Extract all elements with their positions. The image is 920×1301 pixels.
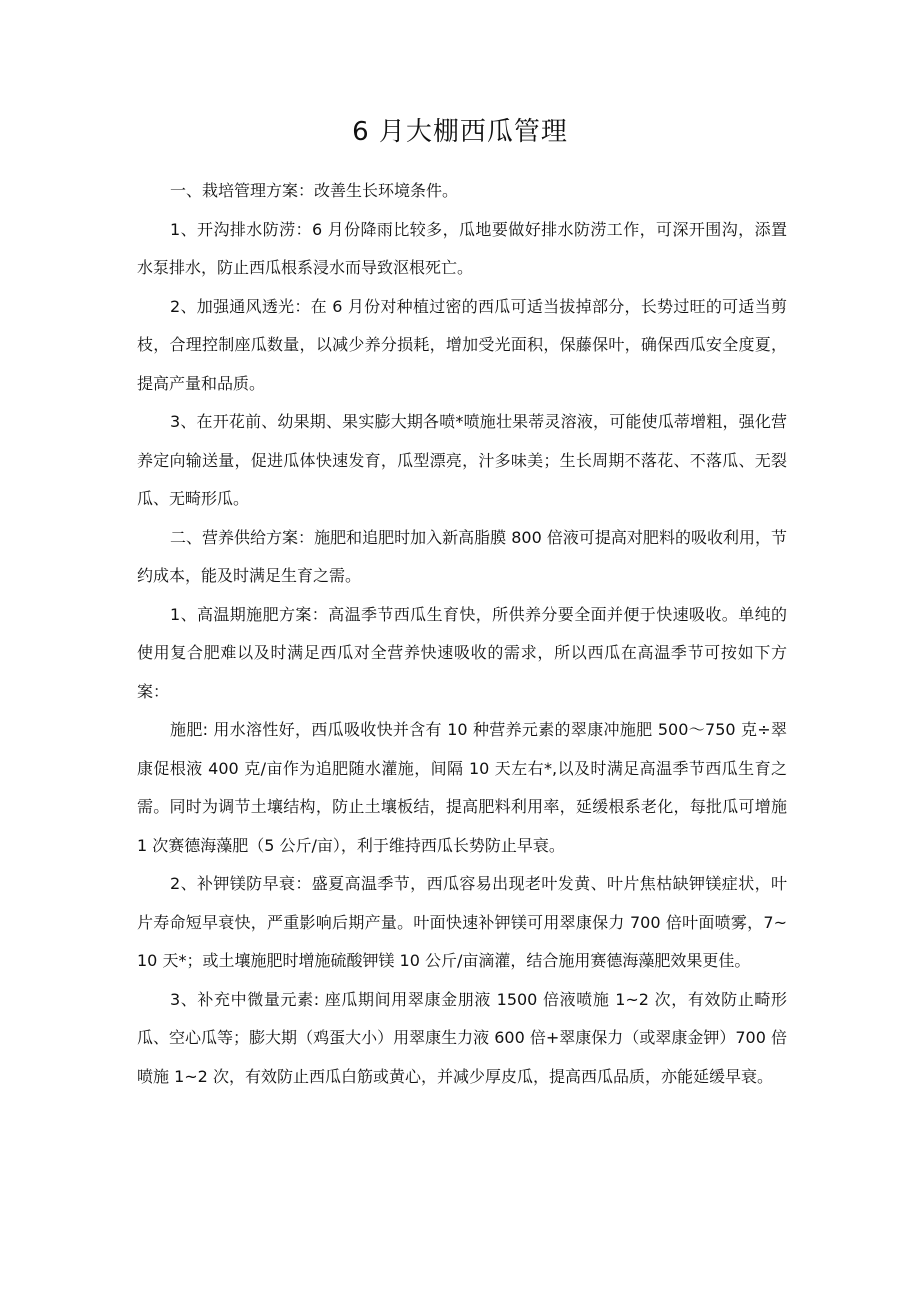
paragraph-potassium-magnesium: 2、补钾镁防早衰：盛夏高温季节，西瓜容易出现老叶发黄、叶片焦枯缺钾镁症状，叶片寿命短早衰快，严重影响后期产量。叶面快速补钾镁可用翠康保力 700 倍叶面喷雾，7~10 天*；或土壤施肥时增施硫酸钾镁 10 公斤/亩滴灌，结合施用赛德海藻肥效果更佳。 — [137, 874, 787, 970]
paragraph-high-temp-fertilizing: 1、高温期施肥方案：高温季节西瓜生育快，所供养分要全面并便于快速吸收。单纯的使用复合肥难以及时满足西瓜对全营养快速吸收的需求，所以西瓜在高温季节可按如下方案： — [137, 604, 787, 701]
paragraph-fruit-stem: 3、在开花前、幼果期、果实膨大期各喷*喷施壮果蒂灵溶液，可能使瓜蒂增粗，强化营养定向输送量，促进瓜体快速发育，瓜型漂亮，汁多味美；生长周期不落花、不落瓜、无裂瓜、无畸形瓜。 — [137, 412, 787, 508]
paragraph-section-2-heading: 二、营养供给方案：施肥和追肥时加入新高脂膜 800 倍液可提高对肥料的吸收利用，节约成本，能及时满足生育之需。 — [137, 527, 787, 585]
paragraph-drainage: 1、开沟排水防涝：6 月份降雨比较多，瓜地要做好排水防涝工作，可深开围沟，添置水泵排水，防止西瓜根系浸水而导致沤根死亡。 — [137, 219, 787, 277]
paragraph-section-1-heading: 一、栽培管理方案：改善生长环境条件。 — [170, 181, 459, 200]
paragraph-fertilizer-details: 施肥: 用水溶性好，西瓜吸收快并含有 10 种营养元素的翠康冲施肥 500～750 克÷翠康促根液 400 克/亩作为追肥随水灌施，间隔 10 天左右*,以及时满足高温季节西瓜生育之需。同时为调节土壤结构，防止土壤板结，提高肥料利用率，延缓根系老化，每批瓜可增施 1 次赛德海藻肥（5 公斤/亩），利于维持西瓜长势防止早衰。 — [137, 720, 787, 855]
paragraph-ventilation: 2、加强通风透光：在 6 月份对种植过密的西瓜可适当拔掉部分，长势过旺的可适当剪枝，合理控制座瓜数量，以减少养分损耗，增加受光面积，保藤保叶，确保西瓜安全度夏，提高产量和品质。 — [137, 296, 787, 393]
document-body — [137, 172, 787, 1096]
document-title: 6 月大棚西瓜管理 — [352, 117, 568, 147]
paragraph-trace-elements: 3、补充中微量元素: 座瓜期间用翠康金朋液 1500 倍液喷施 1~2 次，有效防止畸形瓜、空心瓜等；膨大期（鸡蛋大小）用翠康生力液 600 倍+翠康保力（或翠康金钾）700 倍喷施 1~2 次，有效防止西瓜白筋或黄心，并减少厚皮瓜，提高西瓜品质，亦能延缓早衰。 — [137, 989, 787, 1086]
